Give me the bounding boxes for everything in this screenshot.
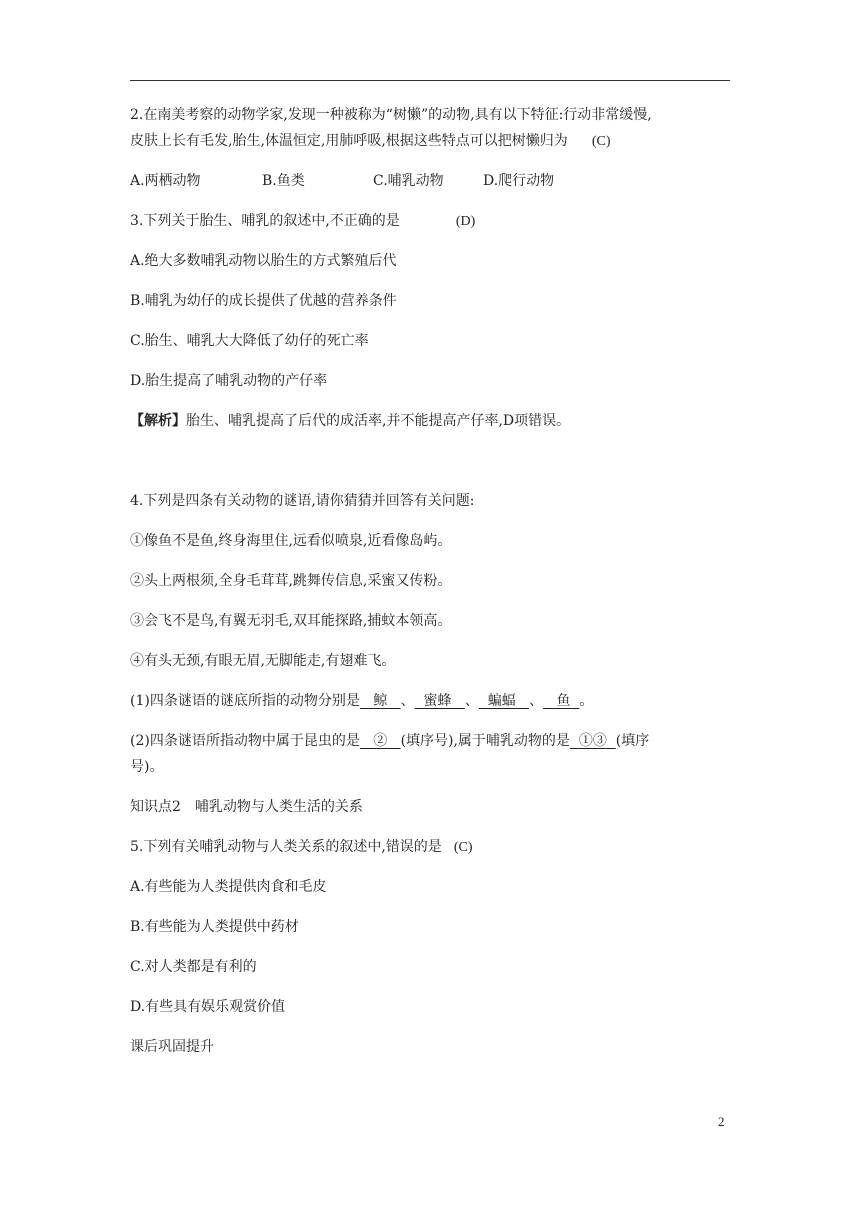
q2-stem-line2 xyxy=(130,128,730,168)
page-number: 2 xyxy=(718,1114,725,1129)
sub1-sep-1: 、 xyxy=(400,693,415,709)
q4-riddle-1: ①像鱼不是鱼,终身海里住,远看似喷泉,近看像岛屿。 xyxy=(130,533,452,549)
sub1-blank-4 xyxy=(543,693,579,709)
q5-option-c: C.对人类都是有利的 xyxy=(130,959,257,975)
q2-stem-line1: 2.在南美考察的动物学家,发现一种被称为“树懒”的动物,具有以下特征:行动非常缓慢, xyxy=(130,107,652,123)
sub2-blank-1 xyxy=(360,733,401,749)
sub1-answer-3: 蝙蝠 xyxy=(487,693,516,709)
sub1-sep-2: 、 xyxy=(464,693,479,709)
header-rule xyxy=(130,80,730,81)
q2-options xyxy=(130,168,730,208)
q3-analysis xyxy=(130,408,730,448)
q4-stem: 4.下列是四条有关动物的谜语,请你猜猜并回答有关问题: xyxy=(130,493,475,509)
footer-section-heading: 课后巩固提升 xyxy=(130,1039,214,1055)
q3-option-c: C.胎生、哺乳大大降低了幼仔的死亡率 xyxy=(130,333,369,349)
sub1-end: 。 xyxy=(579,693,594,709)
q2-stem-text: 皮肤上长有毛发,胎生,体温恒定,用肺呼吸,根据这些特点可以把树懒归为 xyxy=(130,133,568,149)
q4-riddle-4: ④有头无颈,有眼无眉,无脚能走,有翅难飞。 xyxy=(130,653,396,669)
sub2-mid: (填序号),属于哺乳动物的是 xyxy=(400,733,570,749)
q5-stem-text: 5.下列有关哺乳动物与人类关系的叙述中,错误的是 xyxy=(130,839,442,855)
sub2-answer-2: ①③ xyxy=(578,733,607,749)
q4-sub2-line2: 号)。 xyxy=(130,759,164,775)
spacer xyxy=(130,448,730,488)
analysis-label: 【解析】 xyxy=(130,413,186,429)
q5-stem xyxy=(130,834,730,874)
q3-stem xyxy=(130,208,730,248)
q4-sub1 xyxy=(130,688,730,728)
sub1-sep-3: 、 xyxy=(529,693,544,709)
sub1-answer-2: 蜜蜂 xyxy=(423,693,452,709)
sub1-answer-1: 鲸 xyxy=(373,693,388,709)
q5-option-b: B.有些能为人类提供中药材 xyxy=(130,919,299,935)
q3-option-b: B.哺乳为幼仔的成长提供了优越的营养条件 xyxy=(130,293,397,309)
sub2-tail: (填序 xyxy=(615,733,650,749)
sub1-prefix: (1)四条谜语的谜底所指的动物分别是 xyxy=(130,693,360,709)
sub2-blank-2 xyxy=(570,733,616,749)
q5-option-a: A.有些能为人类提供肉食和毛皮 xyxy=(130,879,327,895)
q5-option-d: D.有些具有娱乐观赏价值 xyxy=(130,999,286,1015)
q4-sub2-line1 xyxy=(130,728,730,754)
sub1-blank-1 xyxy=(360,693,401,709)
sub1-blank-3 xyxy=(479,693,529,709)
q2-option-b: B.鱼类 xyxy=(262,173,305,189)
q3-option-a: A.绝大多数哺乳动物以胎生的方式繁殖后代 xyxy=(130,253,397,269)
sub2-prefix: (2)四条谜语所指动物中属于昆虫的是 xyxy=(130,733,360,749)
section-heading: 知识点2 哺乳动物与人类生活的关系 xyxy=(130,799,363,815)
sub1-answer-4: 鱼 xyxy=(556,693,571,709)
q2-option-c: C.哺乳动物 xyxy=(373,173,444,189)
q4-riddle-3: ③会飞不是鸟,有翼无羽毛,双耳能探路,捕蚊本领高。 xyxy=(130,613,452,629)
sub1-blank-2 xyxy=(415,693,465,709)
q2-option-d: D.爬行动物 xyxy=(483,173,555,189)
q5-answer: (C) xyxy=(453,840,473,855)
q3-option-d: D.胎生提高了哺乳动物的产仔率 xyxy=(130,373,328,389)
q3-stem-text: 3.下列关于胎生、哺乳的叙述中,不正确的是 xyxy=(130,213,400,229)
analysis-text: 胎生、哺乳提高了后代的成活率,并不能提高产仔率,D项错误。 xyxy=(186,413,571,429)
q2-answer: (C) xyxy=(591,134,611,149)
q3-answer: (D) xyxy=(455,214,476,229)
q2-option-a: A.两栖动物 xyxy=(130,173,201,189)
sub2-answer-1: ② xyxy=(373,733,388,749)
q4-riddle-2: ②头上两根须,全身毛茸茸,跳舞传信息,采蜜又传粉。 xyxy=(130,573,452,589)
page-content xyxy=(130,102,730,1074)
